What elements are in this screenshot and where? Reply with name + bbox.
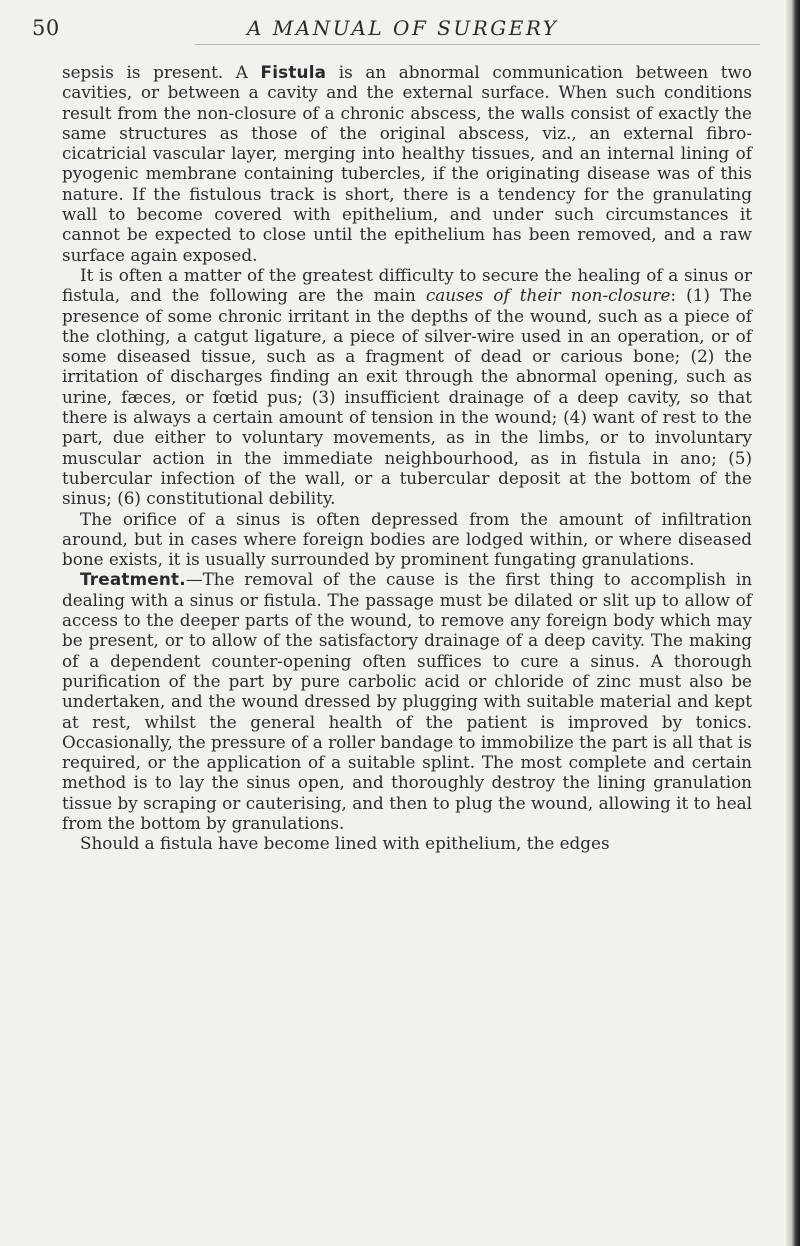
- page-header: [32, 16, 752, 42]
- header-rule: [195, 44, 760, 45]
- paragraph-fistula-definition: [62, 62, 752, 265]
- paragraph-text: : (1) The presence of some chronic irritant in the depths of the wound, such as a piece of the clothing, a catgut ligature, a piece of silver-wire used in an operation, or of some diseased tissue, such as a fragment of dead or carious bone; (2) the irritation of discharges finding an exit through the abnormal opening, such as urine, fæces, or fœtid pus; (3) insufficient drainage of a deep cavity, so that there is always a certain amount of tension in the wound; (4) want of rest to the part, due either to voluntary movements, as in the limbs, or to involuntary muscular action in the immediate neighbourhood, as in fistula in ano; (5) tubercular infection of the wall, or a tubercular deposit at the bottom of the sinus; (6) constitutional debility.: [62, 285, 752, 509]
- page-binding-edge: [786, 0, 800, 1246]
- paragraph-text: It is often a matter of the greatest difficulty to secure the healing of a sinus or fistula, and the following are the main: [62, 264, 752, 306]
- paragraph-treatment: [62, 569, 752, 833]
- paragraph-text: The orifice of a sinus is often depressed from the amount of infiltration around, but in cases where foreign bodies are lodged within, or where diseased bone exists, it is usually surrounded by prominent fungating granulations.: [62, 508, 752, 570]
- paragraph-epithelium: [62, 833, 752, 853]
- heading-treatment: Treatment.: [80, 569, 186, 590]
- page-body: [62, 62, 752, 854]
- page-number: 50: [32, 16, 60, 40]
- paragraph-causes: [62, 265, 752, 509]
- paragraph-orifice: [62, 509, 752, 570]
- paragraph-text: is an abnormal communication between two cavities, or between a cavity and the external surface. When such conditions result from the non-closure of a chronic abscess, the walls consist of exactly the same structures as those of the original abscess, viz., an external fibro-cicatricial vascular layer, merging into healthy tissues, and an internal lining of pyogenic membrane containing tubercles, if the originating disease was of this nature. If the fistulous track is short, there is a tendency for the granulating wall to become covered with epithelium, and under such circumstances it cannot be expected to close until the epithelium has been removed, and a raw surface again exposed.: [62, 62, 752, 265]
- term-fistula: Fistula: [260, 62, 327, 82]
- term-causes: causes of their non-closure: [425, 285, 671, 306]
- paragraph-text: sepsis is present. A: [62, 62, 261, 82]
- running-title: A MANUAL OF SURGERY: [247, 16, 559, 40]
- paragraph-text: —The removal of the cause is the first thing to accomplish in dealing with a sinus or fistula. The passage must be dilated or slit up to allow of access to the deeper parts of the wound, to remove any foreign body which may be present, or to allow of the satisfactory drainage of a deep cavity. The making of a dependent counter-opening often suffices to cure a sinus. A thorough purification of the part by pure carbolic acid or chloride of zinc must also be undertaken, and the wound dressed by plugging with suitable material and kept at rest, whilst the general health of the patient is improved by tonics. Occasionally, the pressure of a roller bandage to immobilize the part is all that is required, or the application of a suitable splint. The most complete and certain method is to lay the sinus open, and thoroughly destroy the lining granulation tissue by scraping or cauterising, and then to plug the wound, allowing it to heal from the bottom by granulations.: [62, 569, 752, 833]
- paragraph-text: Should a fistula have become lined with epithelium, the edges: [80, 833, 610, 854]
